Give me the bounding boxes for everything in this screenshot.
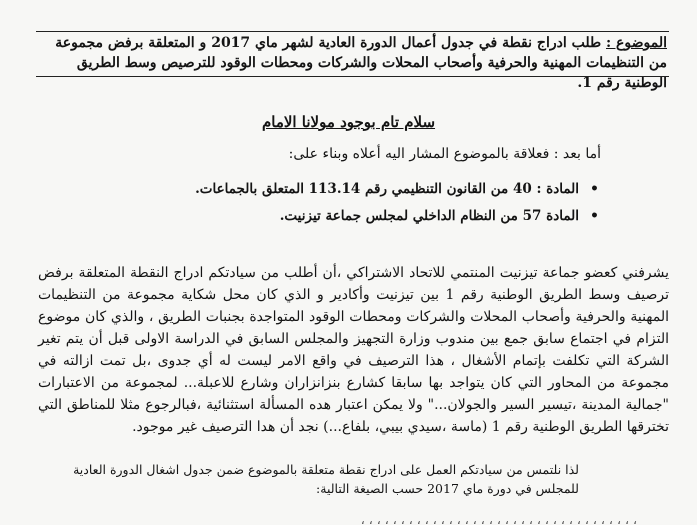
truncated-line: ، ، ، ، ، ، ، ، ، ، ، ، ، ، ، ، ، ، ، ، ، ، ، ، ، ، ، ، ، ، ، ، ، ، ،: [360, 512, 637, 525]
reference-item: [101, 203, 601, 230]
bullet-icon: •: [590, 208, 599, 224]
intro-line: أما بعد : فعلاقة بالموضوع المشار اليه أعلاه وبناء على:: [288, 146, 601, 162]
bullet-icon: •: [590, 181, 599, 197]
subject-bottom-rule: [36, 76, 669, 77]
reference-item: [101, 176, 601, 203]
subject-text: طلب ادراج نقطة في جدول أعمال الدورة العادية لشهر ماي 2017 و المتعلقة برفض مجموعة من التنظيمات المهنية والحرفية وأصحاب المحلات والشركات ومحطات الوقود للترصيص وسط الطريق الوطنية رقم 1.: [55, 35, 667, 91]
body-paragraph-block: [38, 262, 669, 438]
greeting: سلام تام بوجود مولانا الامام: [261, 113, 436, 131]
subject-top-rule: [36, 31, 669, 32]
reference-text: المادة : 40 من القانون التنظيمي رقم 113.14 المتعلق بالجماعات.: [195, 181, 579, 197]
legal-references: [101, 176, 601, 230]
subject-label: الموضوع :: [606, 35, 667, 51]
body-paragraph: يشرفني كعضو جماعة تيزنيت المنتمي للاتحاد الاشتراكي ،أن أطلب من سيادتكم ادراج النقطة المتعلقة برفض ترصيف وسط الطريق الوطنية رقم 1 بين تيزنيت وأكادير و الذي كان محل شكاية مجموعة من التنظيمات المهنية والحرفية وأصحاب المحلات والشركات ومحطات الوقود المتواجدة بجنبات الطريق ، والذي كان موضوع التزام في اجتماع سابق جمع بين مندوب وزارة التجهيز والمجلس السابق في الدراسة الاولى قبل أن يتم تغير الشركة التي تكلفت بإتمام الأشغال ، هذا الترصيف في واقع الامر ليست له أي جدوى ،بل تمت ازالته في مجموعة من المحاور التي كان يتواجد بها سابقا كشارع بنزانزاران وشارع للاعبلة... لمجموعة من الاعتبارات "جمالية المدينة ،تيسير السير والجولان..." ولا يمكن اعتبار هده المسألة استثنائية ،فبالرجوع مثلا للمناطق التي تخترقها الطريق الوطنية رقم 1 (ماسة ،سيدي بيبي، بلفاع...) نجد أن هدا الترصيف غير موجود.: [38, 265, 669, 435]
subject-block: [40, 33, 667, 93]
closing-paragraph: لذا نلتمس من سيادتكم العمل على ادراج نقطة متعلقة بالموضوع ضمن جدول اشغال الدورة العادية للمجلس في دورة ماي 2017 حسب الصيغة التالية:: [73, 462, 579, 496]
reference-text: المادة 57 من النظام الداخلي لمجلس جماعة تيزنيت.: [279, 208, 579, 224]
